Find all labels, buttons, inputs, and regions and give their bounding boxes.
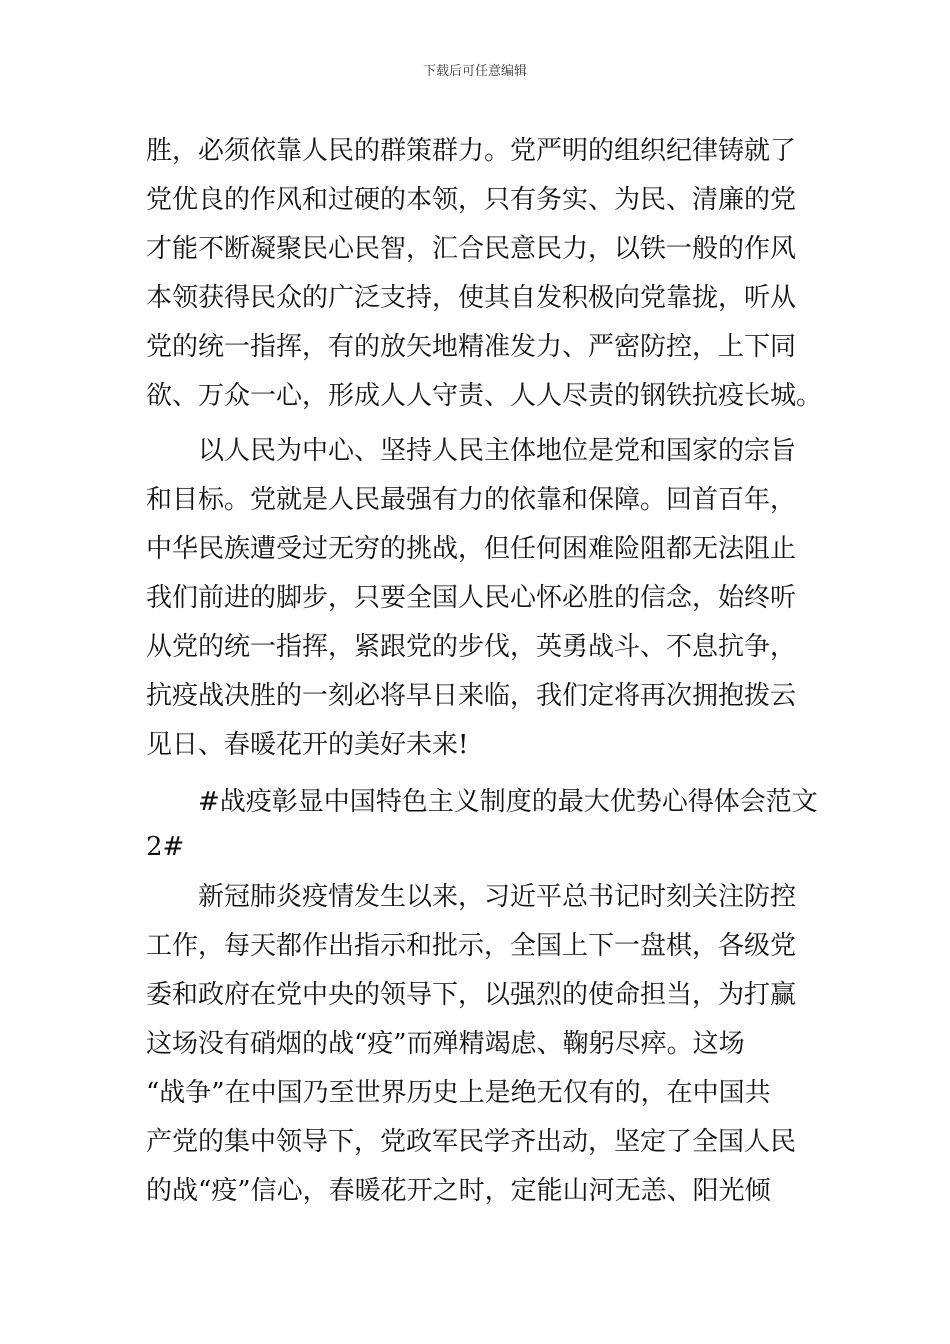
text-line: 以人民为中心、坚持人民主体地位是党和国家的宗旨 (198, 436, 797, 466)
text-line: “战争”在中国乃至世界历史上是绝无仅有的，在中国共 (146, 1078, 771, 1108)
text-line: 中华民族遭受过无穷的挑战，但任何困难险阻都无法阻止 (146, 534, 797, 564)
text-line: 胜，必须依靠人民的群策群力。党严明的组织纪律铸就了 (146, 136, 797, 166)
text-line: 委和政府在党中央的领导下，以强烈的使命担当，为打赢 (146, 980, 797, 1010)
text-line: 见日、春暖花开的美好未来! (146, 730, 469, 760)
heading-line: #战疫彰显中国特色主义制度的最大优势心得体会范文 (198, 787, 818, 817)
text-line: 工作，每天都作出指示和批示，全国上下一盘棋，各级党 (146, 931, 797, 961)
text-line: 欲、万众一心，形成人人守责、人人尽责的钢铁抗疫长城。 (146, 381, 823, 411)
page-header-note: 下载后可任意编辑 (422, 64, 527, 79)
text-line: 才能不断凝聚民心民智，汇合民意民力，以铁一般的作风 (146, 234, 797, 264)
text-line: 这场没有硝烟的战“疫”而殚精竭虑、鞠躬尽瘁。这场 (146, 1029, 745, 1059)
text-line: 党优良的作风和过硬的本领，只有务实、为民、清廉的党 (146, 185, 797, 215)
text-line: 和目标。党就是人民最强有力的依靠和保障。回首百年， (146, 485, 797, 515)
text-line: 的战“疫”信心，春暖花开之时，定能山河无恙、阳光倾 (146, 1176, 771, 1206)
text-line: 产党的集中领导下，党政军民学齐出动，坚定了全国人民 (146, 1127, 797, 1157)
text-line: 党的统一指挥，有的放矢地精准发力、严密防控，上下同 (146, 332, 797, 362)
text-line: 新冠肺炎疫情发生以来，习近平总书记时刻关注防控 (198, 882, 797, 912)
text-line: 我们前进的脚步，只要全国人民心怀必胜的信念，始终听 (146, 583, 797, 613)
text-line: 抗疫战决胜的一刻必将早日来临，我们定将再次拥抱拨云 (146, 681, 797, 711)
text-line: 从党的统一指挥，紧跟党的步伐，英勇战斗、不息抗争， (146, 632, 797, 662)
heading-line: 2# (146, 832, 185, 862)
text-line: 本领获得民众的广泛支持，使其自发积极向党靠拢，听从 (146, 283, 797, 313)
